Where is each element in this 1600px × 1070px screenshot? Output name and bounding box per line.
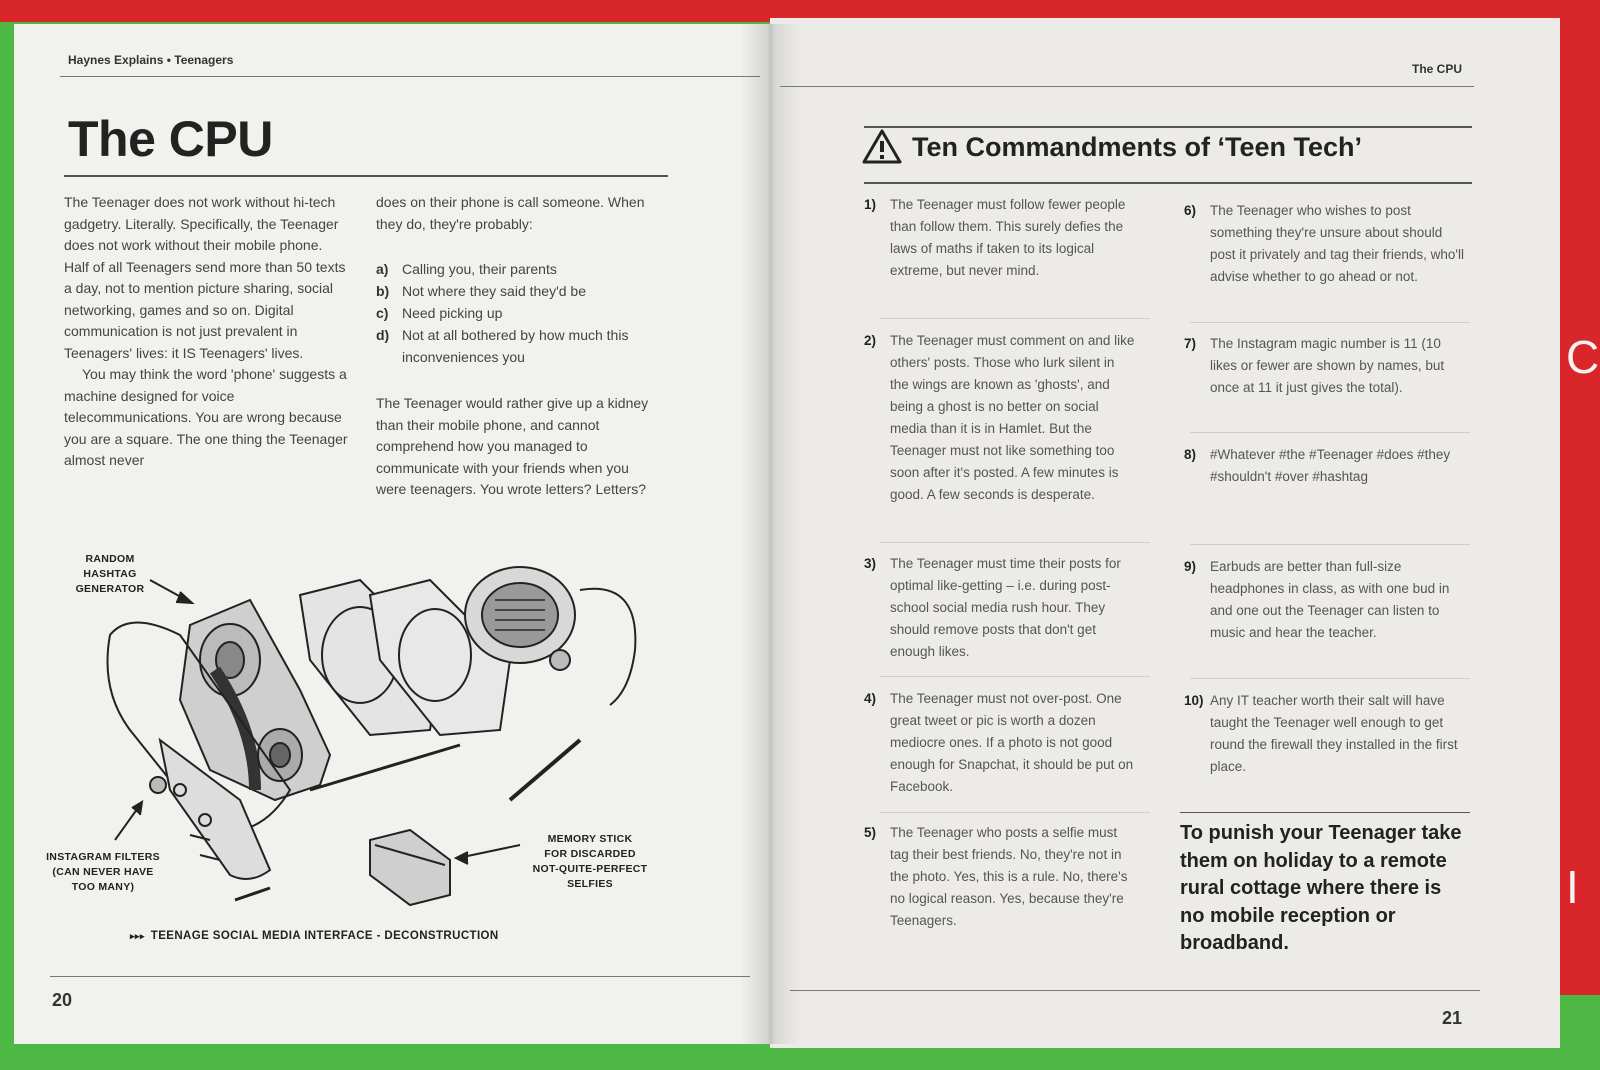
commandment-number: 3)	[864, 556, 877, 571]
divider	[1190, 322, 1470, 323]
label-instagram-filters	[28, 850, 178, 895]
label-line: MEMORY STICK	[547, 833, 633, 845]
commandment-5	[864, 822, 1136, 932]
commandment-number: 1)	[864, 197, 877, 212]
label-line: FOR DISCARDED	[544, 848, 636, 860]
commandment-number: 7)	[1184, 336, 1197, 351]
commandment-number: 2)	[864, 333, 877, 348]
divider	[1190, 432, 1470, 433]
label-line: RANDOM	[85, 553, 135, 565]
label-line: SELFIES	[567, 878, 613, 890]
caption-text: TEENAGE SOCIAL MEDIA INTERFACE - DECONSTRUCTION	[150, 930, 499, 942]
commandment-text: The Teenager must comment on and like others' posts. Those who lurk silent in the wings are known as 'ghosts', and being a ghost is no better on social media than it is in Hamlet. But the Teenager must not like something too soon after it's posted. A few minutes is good. A few seconds is desperate.	[890, 333, 1135, 502]
commandment-2	[864, 330, 1136, 506]
paragraph-1: The Teenager does not work without hi-tech gadgetry. Literally. Specifically, the Teenager does not work without their mobile phone. Half of all Teenagers send more than 50 texts a day, not to mention picture sharing, social networking, games and so on. Digital communication is not just prevalent in Teenagers' lives: it IS Teenagers' lives.	[64, 194, 346, 361]
divider	[880, 542, 1150, 543]
body-column-1	[64, 192, 349, 472]
commandment-text: The Teenager must not over-post. One great tweet or pic is worth a dozen mediocre ones. If a photo is not good enough for Snapchat, it should be put on Facebook.	[890, 691, 1134, 794]
title-rule	[64, 175, 668, 177]
list-item	[376, 302, 656, 324]
warning-icon	[862, 128, 902, 164]
header-rule-right	[780, 86, 1474, 87]
commandment-9	[1184, 556, 1466, 644]
commandment-number: 4)	[864, 691, 877, 706]
divider	[880, 676, 1150, 677]
list-letter: a)	[376, 261, 389, 277]
divider	[1190, 544, 1470, 545]
commandment-text: Any IT teacher worth their salt will have taught the Teenager well enough to get round the firewall they installed in the first place.	[1210, 693, 1458, 774]
commandment-7	[1184, 333, 1466, 399]
commandment-text: Earbuds are better than full-size headphones in class, as with one bud in and one out the Teenager can listen to music and hear the teacher.	[1210, 559, 1450, 640]
body-column-2-intro: does on their phone is call someone. When they do, they're probably:	[376, 194, 645, 232]
commandment-text: The Teenager who posts a selfie must tag their best friends. No, they're not in the photo. Yes, this is a rule. No, there's no logical reason. Yes, because they're Teenagers.	[890, 825, 1128, 928]
list-text: Need picking up	[402, 305, 503, 321]
divider	[1190, 678, 1470, 679]
footer-rule-left	[50, 976, 750, 977]
commandment-8	[1184, 444, 1466, 488]
header-rule-left	[60, 76, 760, 77]
commandment-6	[1184, 200, 1466, 288]
page-number-left: 20	[52, 990, 73, 1010]
commandment-number: 9)	[1184, 559, 1197, 574]
commandment-text: The Teenager must follow fewer people than follow them. This surely defies the laws of maths if taken to its logical extreme, but never mind.	[890, 197, 1126, 278]
list-text: Calling you, their parents	[402, 261, 557, 277]
box-top-rule	[864, 126, 1472, 128]
list-text: Not at all bothered by how much this inconveniences you	[402, 327, 629, 365]
commandment-number: 10)	[1184, 693, 1204, 708]
commandment-1	[864, 194, 1136, 282]
label-line: INSTAGRAM FILTERS	[46, 851, 160, 863]
label-line: (CAN NEVER HAVE	[52, 866, 154, 878]
punish-rule	[1180, 812, 1470, 813]
figure-caption	[130, 930, 499, 942]
running-head-left: Haynes Explains • Teenagers	[68, 53, 234, 67]
label-line: TOO MANY)	[71, 881, 135, 893]
commandment-4	[864, 688, 1136, 798]
list-letter: d)	[376, 327, 390, 343]
commandment-10	[1184, 690, 1466, 778]
body-column-2-para: The Teenager would rather give up a kidney than their mobile phone, and cannot comprehend how you managed to communicate with your friends when you were teenagers. You wrote letters? Letters?	[376, 395, 649, 497]
list-letter: b)	[376, 283, 390, 299]
red-background-right: C I	[1560, 0, 1600, 1070]
footer-rule-right	[790, 990, 1480, 991]
list-item	[376, 258, 656, 280]
label-line: NOT-QUITE-PERFECT	[532, 863, 648, 875]
list-item	[376, 324, 656, 368]
answer-list	[376, 258, 656, 368]
list-item	[376, 280, 656, 302]
caption-marker-icon: ▸▸▸	[130, 931, 145, 941]
running-head-right: The CPU	[1412, 62, 1463, 76]
paragraph-2: You may think the word 'phone' suggests a machine designed for voice telecommunications. You are wrong because you are a square. The one thing the Teenager almost never	[64, 366, 348, 468]
box-title: Ten Commandments of ‘Teen Tech’	[912, 132, 1363, 162]
green-background-corner	[1560, 995, 1600, 1070]
commandment-number: 8)	[1184, 447, 1197, 462]
punish-callout: To punish your Teenager take them on holiday to a remote rural cottage where there is no mobile reception or broadband.	[1180, 822, 1462, 954]
list-text: Not where they said they'd be	[402, 283, 587, 299]
commandment-text: The Instagram magic number is 11 (10 likes or fewer are shown by names, but once at 11 it just gives the total).	[1210, 336, 1445, 395]
commandment-text: The Teenager must time their posts for optimal like-getting – i.e. during post-school social media rush hour. They should remove posts that don't get enough likes.	[890, 556, 1121, 659]
commandment-3	[864, 553, 1136, 663]
label-line: HASHTAG	[83, 568, 137, 580]
page-number-right: 21	[1442, 1008, 1463, 1028]
commandment-number: 5)	[864, 825, 877, 840]
box-title-rule	[864, 182, 1472, 184]
divider	[880, 318, 1150, 319]
label-hashtag-generator	[60, 552, 160, 597]
divider	[880, 812, 1150, 813]
commandment-text: The Teenager who wishes to post something they're unsure about should post it privately and tag their friends, who'll advise whether to go ahead or not.	[1210, 203, 1464, 284]
commandment-text: #Whatever #the #Teenager #does #they #shouldn't #over #hashtag	[1210, 447, 1451, 484]
label-line: GENERATOR	[75, 583, 145, 595]
book-gutter	[740, 24, 800, 1044]
list-letter: c)	[376, 305, 389, 321]
commandment-number: 6)	[1184, 203, 1197, 218]
page-title: The CPU	[68, 111, 273, 167]
label-memory-stick	[510, 832, 670, 892]
